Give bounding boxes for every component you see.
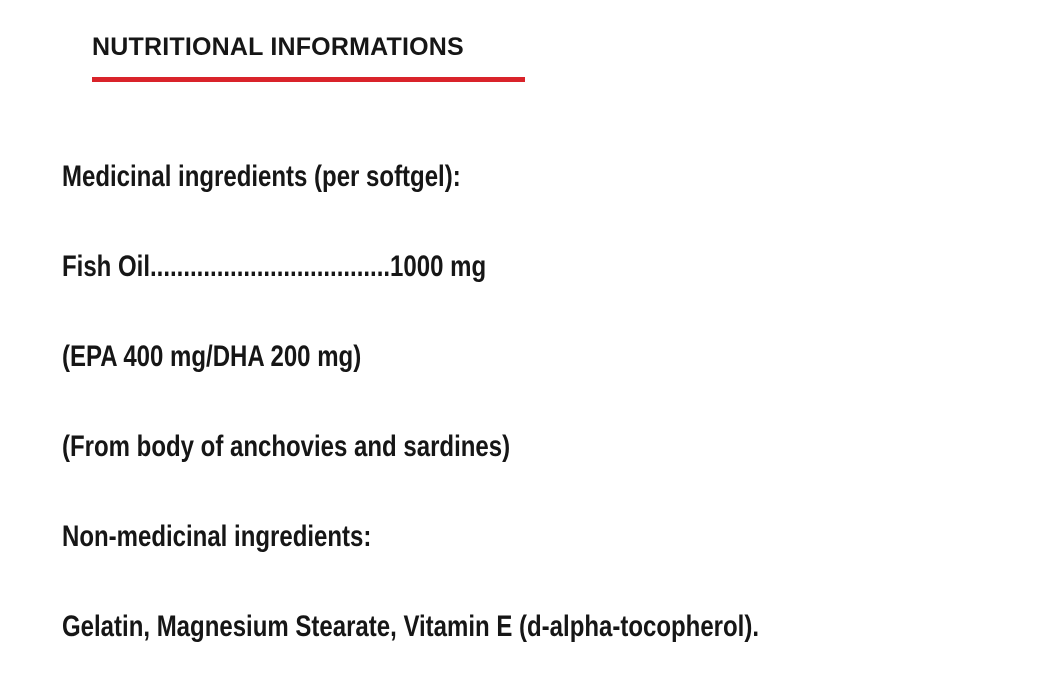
medicinal-ingredients-heading: Medicinal ingredients (per softgel): <box>62 160 461 193</box>
epa-dha-line: (EPA 400 mg/DHA 200 mg) <box>62 340 362 373</box>
title-underline <box>92 77 525 82</box>
non-medicinal-ingredients-list: Gelatin, Magnesium Stearate, Vitamin E (d-alpha-tocopherol). <box>62 610 760 643</box>
section-title: NUTRITIONAL INFORMATIONS <box>92 33 464 61</box>
source-line: (From body of anchovies and sardines) <box>62 430 511 463</box>
non-medicinal-ingredients-heading: Non-medicinal ingredients: <box>62 520 372 553</box>
fish-oil-amount-line: Fish Oil....................................1000 mg <box>62 250 487 283</box>
